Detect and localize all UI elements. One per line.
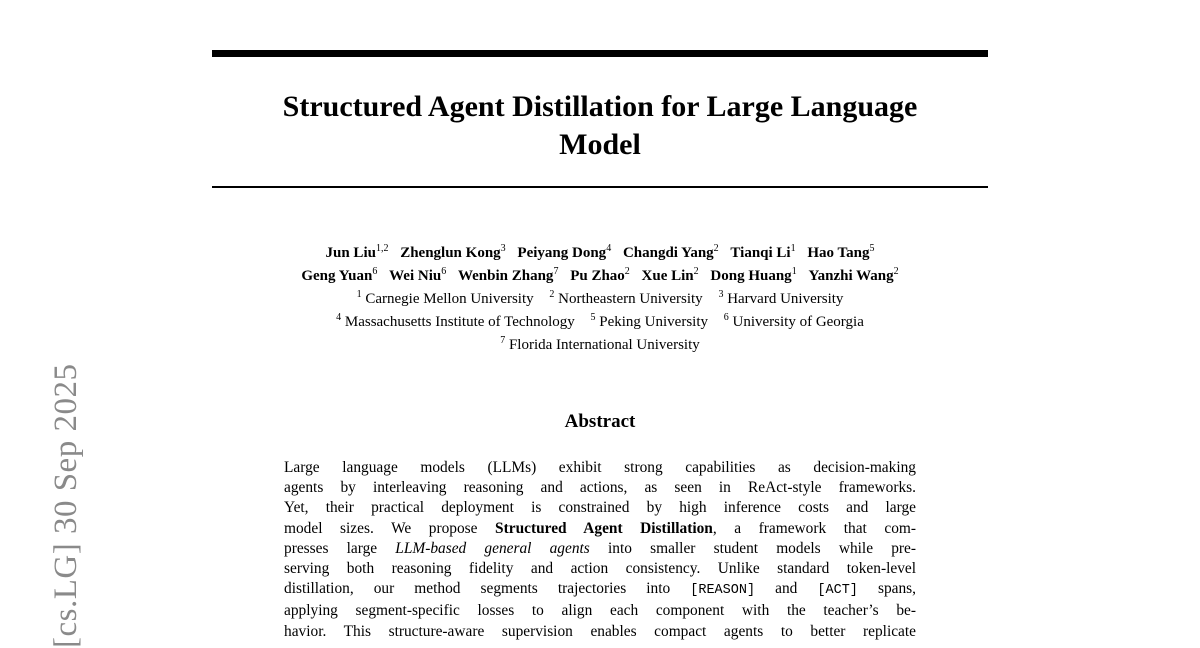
abstract-text-run: model sizes. We propose bbox=[284, 519, 496, 537]
author-line-2 bbox=[150, 265, 1050, 288]
author: Changdi Yang$^2$ bbox=[622, 243, 719, 261]
abstract-text-run: LLM-based general agents bbox=[395, 539, 590, 557]
affiliation: $^5$ Peking University bbox=[590, 312, 708, 330]
abstract-text-run: [REASON] bbox=[690, 583, 756, 599]
abstract-text-run: applying segment-specific losses to align each component with the teacher’s be- bbox=[284, 602, 916, 620]
affiliation: $^4$ Massachusetts Institute of Technology bbox=[336, 312, 575, 330]
abstract-text-run: , a framework that com- bbox=[712, 519, 916, 537]
abstract-line bbox=[284, 458, 916, 478]
author: Xue Lin$^2$ bbox=[641, 266, 699, 284]
abstract-text-run: distillation, our method segments trajectories into bbox=[284, 580, 691, 598]
abstract-text-run: into smaller student models while pre- bbox=[589, 539, 916, 557]
abstract-text-run: Large language models (LLMs) exhibit strong capabilities as decision-making bbox=[284, 459, 916, 476]
abstract-text-run: presses large bbox=[284, 539, 396, 557]
abstract-heading: Abstract bbox=[564, 411, 636, 432]
title-bottom-rule bbox=[212, 186, 988, 188]
abstract-line bbox=[284, 539, 916, 559]
abstract-text-run: Yet, their practical deployment is constrained by high inference costs and large bbox=[284, 499, 916, 517]
affiliation-line-2 bbox=[150, 311, 1050, 334]
abstract-text-run: [ACT] bbox=[817, 583, 858, 599]
affiliation-line-3 bbox=[150, 334, 1050, 357]
abstract-text-run: and bbox=[755, 580, 818, 598]
abstract-text-run: serving both reasoning fidelity and action consistency. Unlike standard token-level bbox=[284, 560, 916, 578]
abstract-text-run: spans, bbox=[857, 580, 917, 598]
author: Wei Niu$^6$ bbox=[389, 266, 447, 284]
author: Peiyang Dong$^4$ bbox=[517, 243, 612, 261]
affiliation: $^1$ Carnegie Mellon University bbox=[356, 289, 534, 307]
author: Pu Zhao$^2$ bbox=[570, 266, 630, 284]
paper-title-line-1: Structured Agent Distillation for Large Language bbox=[282, 90, 918, 123]
author: Yanzhi Wang$^2$ bbox=[808, 266, 899, 284]
author-line-1 bbox=[150, 242, 1050, 265]
abstract-line bbox=[284, 498, 916, 518]
arxiv-identifier-stamp: [cs.LG] 30 Sep 2025 bbox=[48, 363, 84, 648]
author: Hao Tang$^5$ bbox=[807, 243, 875, 261]
title-top-rule bbox=[212, 50, 988, 57]
abstract-line bbox=[284, 601, 916, 621]
author: Jun Liu$^{1,2}$ bbox=[325, 243, 389, 261]
author: Wenbin Zhang$^7$ bbox=[457, 266, 559, 284]
affiliation: $^2$ Northeastern University bbox=[549, 289, 703, 307]
abstract-line bbox=[284, 478, 916, 498]
author: Zhenglun Kong$^3$ bbox=[400, 243, 506, 261]
affiliation: $^6$ University of Georgia bbox=[723, 312, 864, 330]
abstract-body bbox=[284, 458, 916, 642]
abstract-text-run: agents by interleaving reasoning and actions, as seen in ReAct-style frameworks. bbox=[284, 479, 916, 497]
author: Geng Yuan$^6$ bbox=[301, 266, 378, 284]
author: Dong Huang$^1$ bbox=[710, 266, 797, 284]
affiliation-line-1 bbox=[150, 288, 1050, 311]
abstract-text-run: Structured Agent Distillation bbox=[495, 519, 713, 537]
abstract-line bbox=[284, 559, 916, 579]
affiliation: $^7$ Florida International University bbox=[500, 335, 700, 353]
abstract-line bbox=[284, 579, 916, 601]
abstract-line bbox=[284, 622, 916, 642]
author: Tianqi Li$^1$ bbox=[730, 243, 796, 261]
author-block bbox=[150, 242, 1050, 357]
paper-title-line-2: Model bbox=[559, 128, 641, 161]
paper-title bbox=[212, 88, 988, 164]
abstract-line bbox=[284, 519, 916, 539]
affiliation: $^3$ Harvard University bbox=[718, 289, 844, 307]
abstract-text-run: havior. This structure-aware supervision enables compact agents to better replicate bbox=[284, 622, 916, 640]
